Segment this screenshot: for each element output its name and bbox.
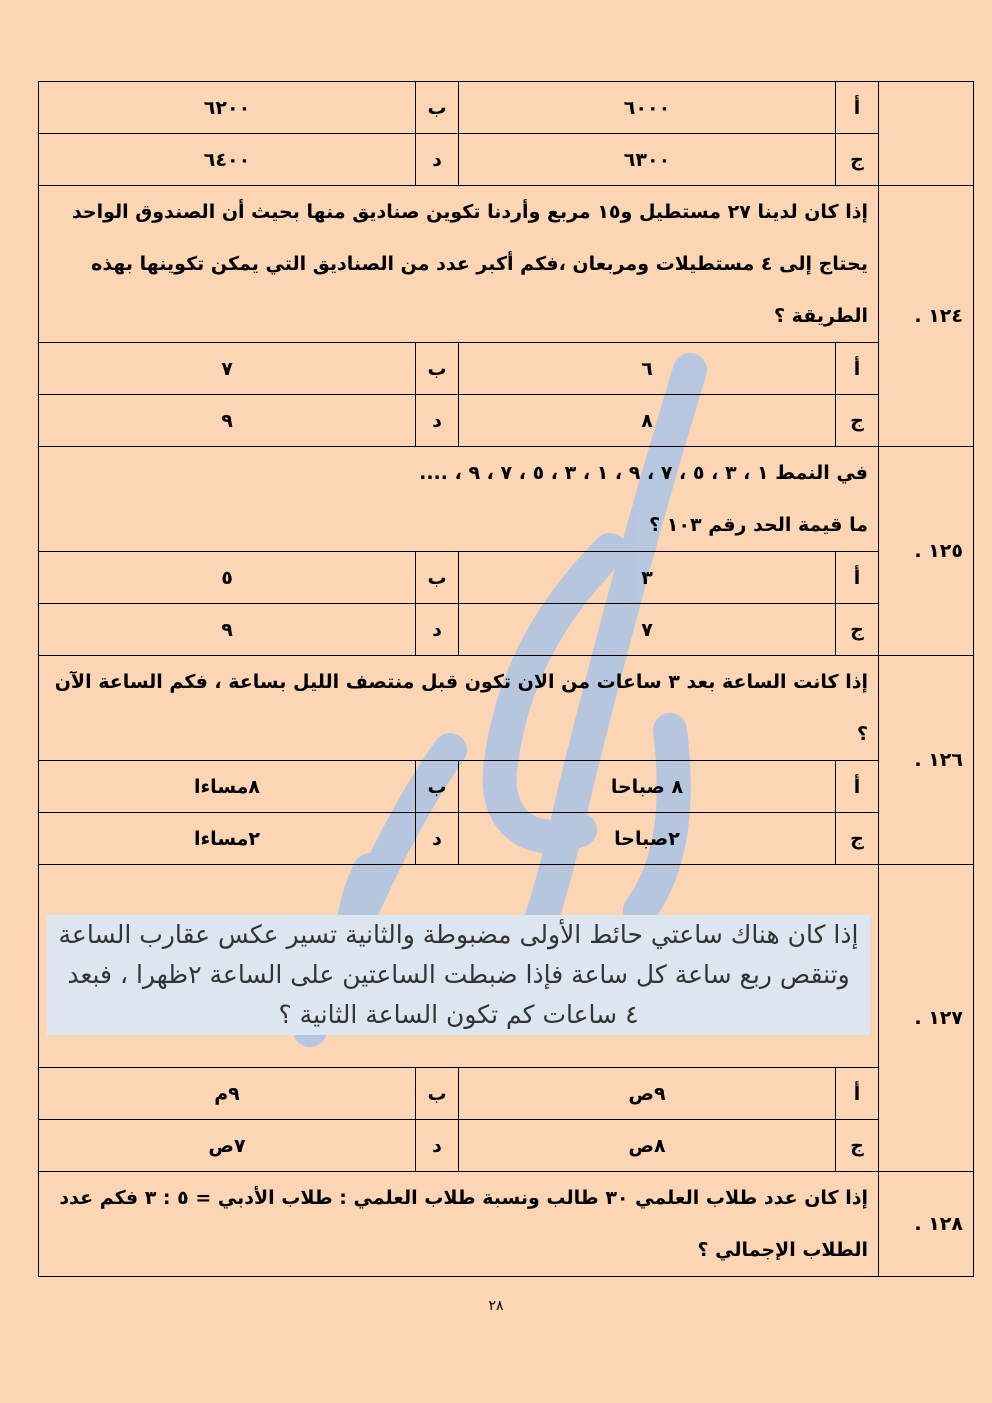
option-d-value: ٩	[39, 604, 416, 656]
option-label-d: د	[416, 604, 459, 656]
option-label-b: ب	[416, 761, 459, 813]
option-label-a: أ	[836, 761, 879, 813]
option-a-value: ٨ صباحا	[459, 761, 836, 813]
option-c-value: ٨	[459, 395, 836, 447]
question-number: ١٢٧ .	[879, 865, 974, 1172]
question-row-124	[39, 186, 974, 343]
question-number: ١٢٥ .	[879, 447, 974, 656]
option-label-b: ب	[416, 552, 459, 604]
option-label-b: ب	[416, 1068, 459, 1120]
option-b-value: ٦٢٠٠	[39, 82, 416, 134]
option-b-value: ٩م	[39, 1068, 416, 1120]
question-number: ١٢٨ .	[879, 1172, 974, 1277]
option-label-a: أ	[836, 1068, 879, 1120]
option-label-d: د	[416, 395, 459, 447]
options-row	[39, 343, 974, 395]
question-row-128	[39, 1172, 974, 1277]
options-row-top-2	[39, 134, 974, 186]
question-number: ١٢٦ .	[879, 656, 974, 865]
options-row	[39, 761, 974, 813]
option-a-value: ٦٠٠٠	[459, 82, 836, 134]
option-c-value: ٢صباحا	[459, 813, 836, 865]
question-text	[39, 447, 879, 552]
question-line-2: ما قيمة الحد رقم ١٠٣ ؟	[649, 514, 868, 536]
options-row	[39, 604, 974, 656]
question-text-cell	[39, 865, 879, 1068]
option-label-a: أ	[836, 343, 879, 395]
question-row-125	[39, 447, 974, 552]
option-c-value: ٨ص	[459, 1120, 836, 1172]
option-d-value: ٩	[39, 395, 416, 447]
options-row	[39, 395, 974, 447]
option-label-c: ج	[836, 604, 879, 656]
option-label-c: ج	[836, 1120, 879, 1172]
option-c-value: ٦٣٠٠	[459, 134, 836, 186]
options-row	[39, 1068, 974, 1120]
option-a-value: ٦	[459, 343, 836, 395]
option-label-c: ج	[836, 395, 879, 447]
question-text: إذا كان عدد طلاب العلمي ٣٠ طالب ونسبة طلاب العلمي : طلاب الأدبي = ٥ : ٣ فكم عدد الطلاب الإجمالي ؟	[39, 1172, 879, 1277]
question-text-box: إذا كان هناك ساعتي حائط الأولى مضبوطة والثانية تسير عكس عقارب الساعة وتنقص ربع ساعة كل ساعة فإذا ضبطت الساعتين على الساعة ٢ظهرا ، فبعد ٤ ساعات كم تكون الساعة الثانية ؟	[47, 915, 870, 1035]
options-row	[39, 1120, 974, 1172]
options-row	[39, 813, 974, 865]
question-row-127	[39, 865, 974, 1068]
options-row	[39, 552, 974, 604]
option-c-value: ٧	[459, 604, 836, 656]
option-d-value: ٢مساءا	[39, 813, 416, 865]
question-number: ١٢٤ .	[879, 186, 974, 447]
option-label-d: د	[416, 813, 459, 865]
question-text: إذا كان لدينا ٢٧ مستطيل و١٥ مربع وأردنا تكوين صناديق منها بحيث أن الصندوق الواحد يحتاج إلى ٤ مستطيلات ومربعان ،فكم أكبر عدد من الصناديق التي يمكن تكوينها بهذه الطريقة ؟	[39, 186, 879, 343]
option-a-value: ٩ص	[459, 1068, 836, 1120]
option-label-a: أ	[836, 552, 879, 604]
option-b-value: ٧	[39, 343, 416, 395]
option-label-b: ب	[416, 343, 459, 395]
question-number-empty	[879, 82, 974, 186]
option-b-value: ٥	[39, 552, 416, 604]
options-row-top-1	[39, 82, 974, 134]
page-number: ٢٨	[488, 1298, 504, 1314]
option-a-value: ٣	[459, 552, 836, 604]
option-d-value: ٧ص	[39, 1120, 416, 1172]
question-line-1: في النمط ١ ، ٣ ، ٥ ، ٧ ، ٩ ، ١ ، ٣ ، ٥ ، ٧ ، ٩ ، ....	[419, 462, 868, 484]
questions-table	[38, 81, 974, 1277]
option-label-d: د	[416, 1120, 459, 1172]
option-b-value: ٨مساءا	[39, 761, 416, 813]
option-label-d: د	[416, 134, 459, 186]
option-label-c: ج	[836, 813, 879, 865]
question-text: إذا كانت الساعة بعد ٣ ساعات من الان تكون قبل منتصف الليل بساعة ، فكم الساعة الآن ؟	[39, 656, 879, 761]
option-label-b: ب	[416, 82, 459, 134]
option-d-value: ٦٤٠٠	[39, 134, 416, 186]
option-label-a: أ	[836, 82, 879, 134]
option-label-c: ج	[836, 134, 879, 186]
question-row-126	[39, 656, 974, 761]
